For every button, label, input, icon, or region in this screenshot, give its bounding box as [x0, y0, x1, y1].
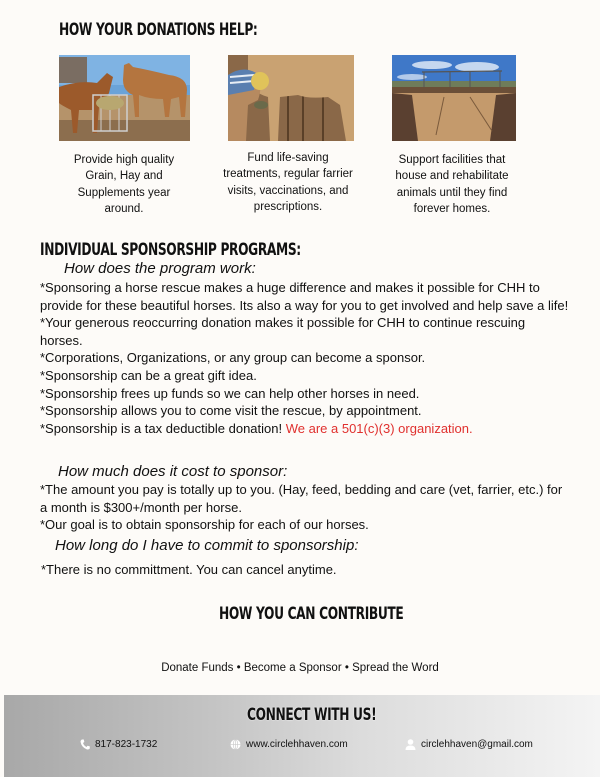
bullet-text: *Sponsorship can be a great gift idea.	[40, 367, 257, 383]
connect-heading: CONNECT WITH US!	[247, 705, 377, 725]
donation-caption-facilities: Support facilities that house and rehabilitate animals until they find forever homes.	[395, 154, 509, 215]
horses-eating-hay-photo	[59, 55, 190, 141]
cost-list	[40, 481, 570, 534]
question-how-it-works: How does the program work:	[64, 260, 256, 277]
sponsorship-heading: INDIVIDUAL SPONSORSHIP PROGRAMS:	[40, 240, 301, 260]
globe-icon	[230, 739, 241, 750]
bullet-text: *Corporations, Organizations, or any group can become a sponsor.	[40, 350, 426, 366]
donation-caption-feed: Provide high quality Grain, Hay and Supplements year around.	[73, 154, 175, 215]
contribute-heading: HOW YOU CAN CONTRIBUTE	[219, 604, 404, 624]
contact-website[interactable]	[230, 739, 348, 750]
bullet-text: *Your generous reoccurring donation makes it possible for CHH to continue rescuing horses.	[40, 315, 526, 348]
bullet-text: *Our goal is to obtain sponsorship for each of our horses.	[40, 517, 369, 533]
phone-icon	[80, 739, 90, 750]
commitment-text	[41, 561, 571, 579]
contact-phone[interactable]	[80, 739, 157, 750]
contact-email[interactable]	[405, 739, 533, 750]
email-address[interactable]: circlehhaven@gmail.com	[421, 739, 533, 750]
nonprofit-status-highlight: We are a 501(c)(3) organization.	[285, 420, 473, 436]
how-it-works-list	[40, 279, 570, 437]
footer-contact-bar	[4, 695, 600, 777]
bullet-text: *Sponsorship allows you to come visit the rescue, by appointment.	[40, 403, 422, 419]
donations-heading: HOW YOUR DONATIONS HELP:	[59, 20, 258, 40]
donation-caption-medical: Fund life-saving treatments, regular farrier visits, vaccinations, and prescriptions.	[223, 152, 353, 213]
question-cost: How much does it cost to sponsor:	[58, 463, 288, 480]
farrier-trimming-hoof-photo	[228, 55, 354, 141]
tax-line: *Sponsorship is a tax deductible donation!	[40, 420, 286, 436]
phone-number: 817-823-1732	[95, 739, 158, 750]
user-icon	[405, 739, 416, 750]
tax-deductible-text	[40, 420, 570, 438]
bullet-text: *Sponsorship frees up funds so we can help other horses in need.	[40, 385, 420, 401]
bullet-text: *The amount you pay is totally up to you. (Hay, feed, bedding and care (vet, farrier, etc.) for a month is $300+/month per horse.	[40, 482, 563, 515]
contribute-options: Donate Funds • Become a Sponsor • Spread the Word	[161, 662, 439, 674]
bullet-text: *Sponsoring a horse rescue makes a huge difference and makes it possible for CHH to provide for these beautiful horses. Its also a way for you to get involved and help save a life!	[40, 280, 569, 313]
horse-pen-facility-photo	[392, 55, 516, 141]
question-commitment: How long do I have to commit to sponsorship:	[55, 537, 359, 554]
bullet-text: *There is no committment. You can cancel anytime.	[41, 562, 337, 577]
website-link[interactable]: www.circlehhaven.com	[246, 739, 348, 750]
